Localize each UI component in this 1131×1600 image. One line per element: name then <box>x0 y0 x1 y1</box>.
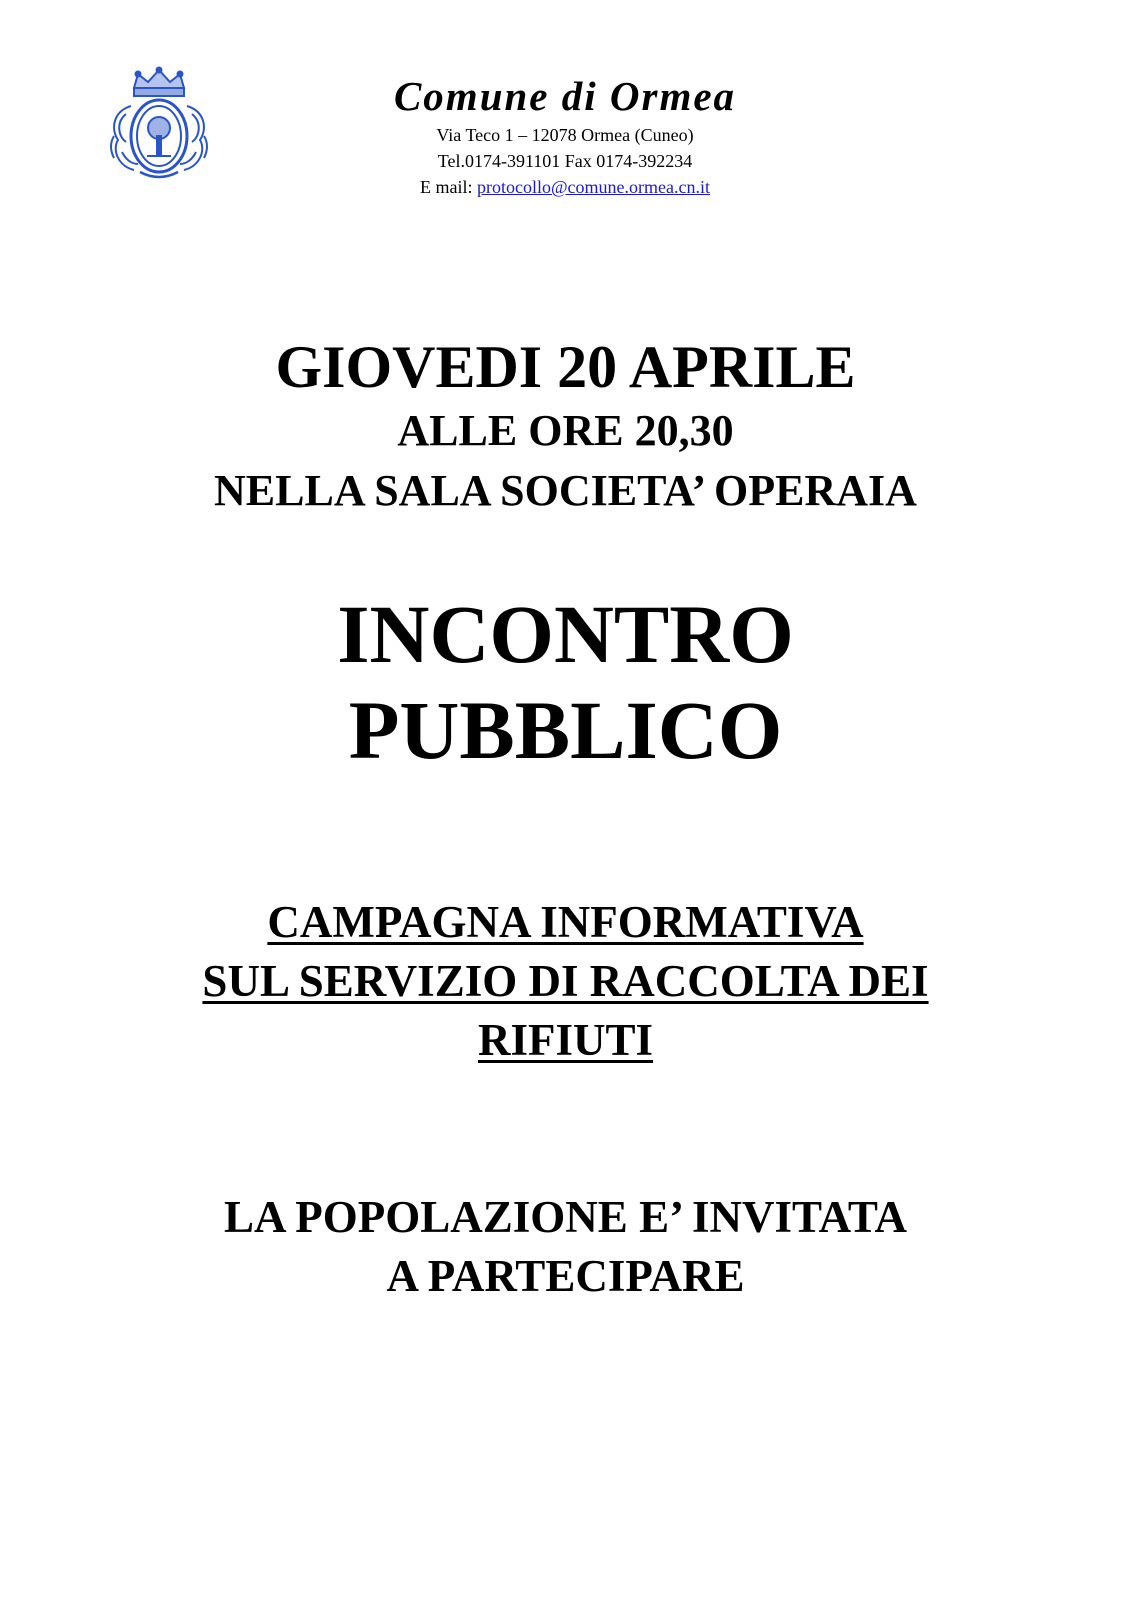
letterhead <box>330 70 800 200</box>
event-time: ALLE ORE 20,30 <box>397 406 734 455</box>
municipal-coat-of-arms-icon <box>104 66 214 182</box>
topic-line-1: CAMPAGNA INFORMATIVA <box>267 897 864 947</box>
municipality-phone-fax: Tel.0174-391101 Fax 0174-392234 <box>437 151 693 171</box>
invitation <box>0 1188 1131 1306</box>
email-label: E mail: <box>419 177 477 197</box>
event-title-line-2: PUBBLICO <box>348 684 783 776</box>
event-venue: NELLA SALA SOCIETA’ OPERAIA <box>214 466 917 515</box>
email-link[interactable]: protocollo@comune.ormea.cn.it <box>476 177 710 197</box>
event-date: GIOVEDI 20 APRILE <box>275 334 856 400</box>
topic-line-3: RIFIUTI <box>477 1015 654 1065</box>
topic-line-2: SUL SERVIZIO DI RACCOLTA DEI <box>202 956 929 1006</box>
invitation-line-1: LA POPOLAZIONE E’ INVITATA <box>224 1192 907 1242</box>
municipality-name: Comune di Ormea <box>393 73 737 119</box>
municipality-address: Via Teco 1 – 12078 Ormea (Cuneo) <box>436 125 694 145</box>
municipality-email-line <box>330 174 800 200</box>
event-topic <box>0 893 1131 1070</box>
event-title-line-1: INCONTRO <box>337 588 794 680</box>
invitation-line-2: A PARTECIPARE <box>386 1251 745 1301</box>
